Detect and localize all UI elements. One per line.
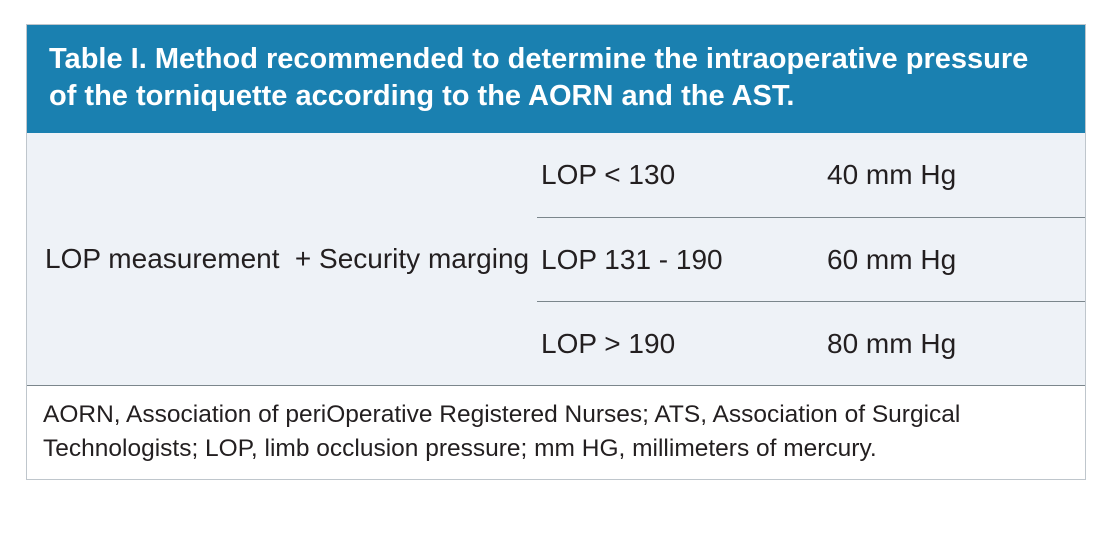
table-cell-lop-measurement: LOP measurement bbox=[45, 243, 280, 275]
row-condition: LOP 131 - 190 bbox=[541, 243, 723, 275]
table-caption: Table I. Method recommended to determine the intraoperative pressure of the torniquette according to the AORN and the AST. bbox=[27, 25, 1085, 133]
row-value: 40 mm Hg bbox=[827, 159, 957, 191]
table-container bbox=[26, 24, 1086, 480]
table-footnote: AORN, Association of periOperative Registered Nurses; ATS, Association of Surgical Technologists; LOP, limb occlusion pressure; mm HG, millimeters of mercury. bbox=[27, 385, 1085, 479]
table-row bbox=[537, 217, 1085, 301]
table-body bbox=[27, 133, 1085, 385]
row-condition: LOP > 190 bbox=[541, 327, 676, 359]
table-row bbox=[537, 133, 1085, 217]
row-value: 60 mm Hg bbox=[827, 243, 957, 275]
row-condition: LOP < 130 bbox=[541, 159, 676, 191]
table-subrows bbox=[537, 133, 1085, 385]
row-value: 80 mm Hg bbox=[827, 327, 957, 359]
table-cell-security-marging: + Security marging bbox=[294, 243, 530, 275]
table-row bbox=[537, 301, 1085, 385]
